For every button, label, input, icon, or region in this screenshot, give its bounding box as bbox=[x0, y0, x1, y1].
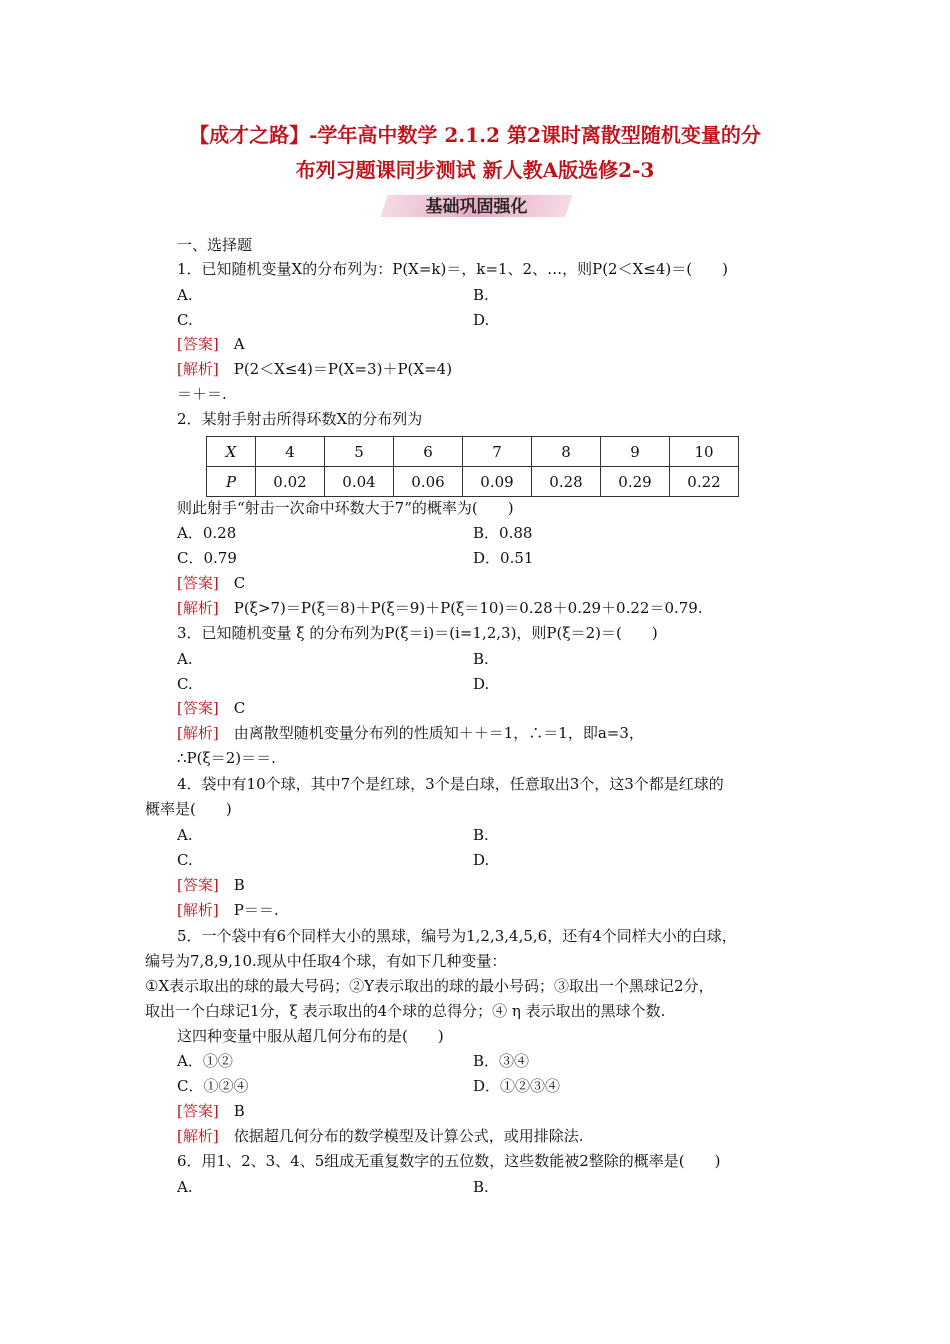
document-title-line-1: 【成才之路】-学年高中数学 2.1.2 第2课时离散型随机变量的分 bbox=[189, 123, 761, 147]
answer-tag: [答案] bbox=[177, 335, 219, 353]
answer-tag: [答案] bbox=[177, 574, 219, 592]
table-cell: 6 bbox=[394, 437, 463, 467]
q1-answer bbox=[177, 334, 245, 354]
q4-answer bbox=[177, 875, 245, 895]
q5-option-b: B．③④ bbox=[473, 1052, 530, 1070]
q5-stem: 5．一个袋中有6个同样大小的黑球，编号为1,2,3,4,5,6，还有4个同样大小的白球， bbox=[177, 927, 737, 945]
q2-option-d: D．0.51 bbox=[473, 549, 534, 567]
q3-option-a: A. bbox=[177, 650, 193, 668]
answer-tag: [答案] bbox=[177, 699, 219, 717]
table-cell: 9 bbox=[601, 437, 670, 467]
q6-option-a: A. bbox=[177, 1178, 193, 1196]
answer-value: A bbox=[233, 335, 245, 353]
table-cell: 8 bbox=[532, 437, 601, 467]
q2-option-b: B．0.88 bbox=[473, 524, 533, 542]
q4-stem: 4．袋中有10个球，其中7个是红球，3个是白球，任意取出3个，这3个都是红球的 bbox=[177, 775, 724, 793]
section-banner bbox=[384, 193, 569, 221]
q1-stem: 1．已知随机变量X的分布列为：P(X=k)＝，k=1、2、…，则P(2＜X≤4)＝( ) bbox=[177, 260, 728, 278]
analysis-text: 依据超几何分布的数学模型及计算公式，或用排除法. bbox=[233, 1127, 584, 1145]
analysis-text: 由离散型随机变量分布列的性质知＋＋＝1，∴＝1，即a=3， bbox=[233, 724, 644, 742]
analysis-tag: [解析] bbox=[177, 360, 219, 378]
analysis-text: P(ξ>7)＝P(ξ＝8)＋P(ξ＝9)＋P(ξ＝10)＝0.28＋0.29＋0.22＝0.79. bbox=[233, 599, 703, 617]
q4-analysis bbox=[177, 900, 279, 920]
table-cell: 0.29 bbox=[601, 467, 670, 497]
answer-value: C bbox=[233, 574, 246, 592]
distribution-table bbox=[206, 436, 739, 497]
q2-stem-line-2: 则此射手“射击一次命中环数大于7”的概率为( ) bbox=[177, 499, 514, 517]
table-cell: 0.04 bbox=[325, 467, 394, 497]
q1-option-c: C. bbox=[177, 311, 193, 329]
analysis-text: P(2＜X≤4)＝P(X=3)＋P(X=4) bbox=[233, 360, 453, 378]
table-cell: 0.22 bbox=[670, 467, 739, 497]
document-title-line-2: 布列习题课同步测试 新人教A版选修2-3 bbox=[295, 158, 655, 182]
q3-option-b: B. bbox=[473, 650, 489, 668]
q3-analysis-line-2: ∴P(ξ＝2)＝＝. bbox=[177, 749, 276, 767]
answer-value: B bbox=[233, 1102, 245, 1120]
q3-analysis bbox=[177, 723, 644, 743]
analysis-tag: [解析] bbox=[177, 901, 219, 919]
q2-answer bbox=[177, 573, 245, 593]
q2-analysis bbox=[177, 598, 703, 618]
table-cell: 0.28 bbox=[532, 467, 601, 497]
analysis-tag: [解析] bbox=[177, 1127, 219, 1145]
q5-stem-line-2: 编号为7,8,9,10.现从中任取4个球，有如下几种变量： bbox=[145, 952, 507, 970]
q5-analysis bbox=[177, 1126, 584, 1146]
q4-option-a: A. bbox=[177, 826, 193, 844]
table-row bbox=[207, 467, 739, 497]
q1-option-d: D. bbox=[473, 311, 490, 329]
table-cell: 7 bbox=[463, 437, 532, 467]
answer-value: B bbox=[233, 876, 245, 894]
q4-stem-line-2: 概率是( ) bbox=[145, 800, 232, 818]
table-cell: 5 bbox=[325, 437, 394, 467]
q5-stem-line-3: ①X表示取出的球的最大号码；②Y表示取出的球的最小号码；③取出一个黑球记2分， bbox=[145, 977, 714, 995]
section-heading: 一、选择题 bbox=[177, 236, 253, 254]
answer-tag: [答案] bbox=[177, 1102, 219, 1120]
answer-value: C bbox=[233, 699, 246, 717]
analysis-tag: [解析] bbox=[177, 724, 219, 742]
q2-option-a: A．0.28 bbox=[177, 524, 237, 542]
table-cell: 10 bbox=[670, 437, 739, 467]
banner-label: 基础巩固强化 bbox=[425, 197, 528, 217]
table-cell: 0.09 bbox=[463, 467, 532, 497]
q1-option-b: B. bbox=[473, 286, 489, 304]
q3-answer bbox=[177, 698, 245, 718]
q3-stem: 3．已知随机变量 ξ 的分布列为P(ξ＝i)＝(i=1,2,3)，则P(ξ＝2)＝( ) bbox=[177, 624, 658, 642]
q5-option-d: D．①②③④ bbox=[473, 1077, 561, 1095]
q3-option-c: C. bbox=[177, 675, 193, 693]
q4-option-c: C. bbox=[177, 851, 193, 869]
table-cell: X bbox=[207, 437, 256, 467]
q5-stem-line-5: 这四种变量中服从超几何分布的是( ) bbox=[177, 1027, 444, 1045]
q5-option-c: C．①②④ bbox=[177, 1077, 249, 1095]
q6-stem: 6．用1、2、3、4、5组成无重复数字的五位数，这些数能被2整除的概率是( ) bbox=[177, 1152, 721, 1170]
answer-tag: [答案] bbox=[177, 876, 219, 894]
q6-option-b: B. bbox=[473, 1178, 489, 1196]
q5-stem-line-4: 取出一个白球记1分，ξ 表示取出的4个球的总得分；④ η 表示取出的黑球个数. bbox=[145, 1002, 666, 1020]
q1-analysis-line-2: ＝＋＝. bbox=[177, 385, 227, 403]
q4-option-b: B. bbox=[473, 826, 489, 844]
table-cell: 0.02 bbox=[256, 467, 325, 497]
q3-option-d: D. bbox=[473, 675, 490, 693]
q2-stem: 2．某射手射击所得环数X的分布列为 bbox=[177, 410, 423, 428]
table-cell: 0.06 bbox=[394, 467, 463, 497]
analysis-text: P＝＝. bbox=[233, 901, 279, 919]
q1-option-a: A. bbox=[177, 286, 193, 304]
table-row bbox=[207, 437, 739, 467]
q2-option-c: C．0.79 bbox=[177, 549, 237, 567]
analysis-tag: [解析] bbox=[177, 599, 219, 617]
q5-option-a: A．①② bbox=[177, 1052, 233, 1070]
table-cell: P bbox=[207, 467, 256, 497]
table-cell: 4 bbox=[256, 437, 325, 467]
q4-option-d: D. bbox=[473, 851, 490, 869]
q1-analysis bbox=[177, 359, 452, 379]
q5-answer bbox=[177, 1101, 245, 1121]
